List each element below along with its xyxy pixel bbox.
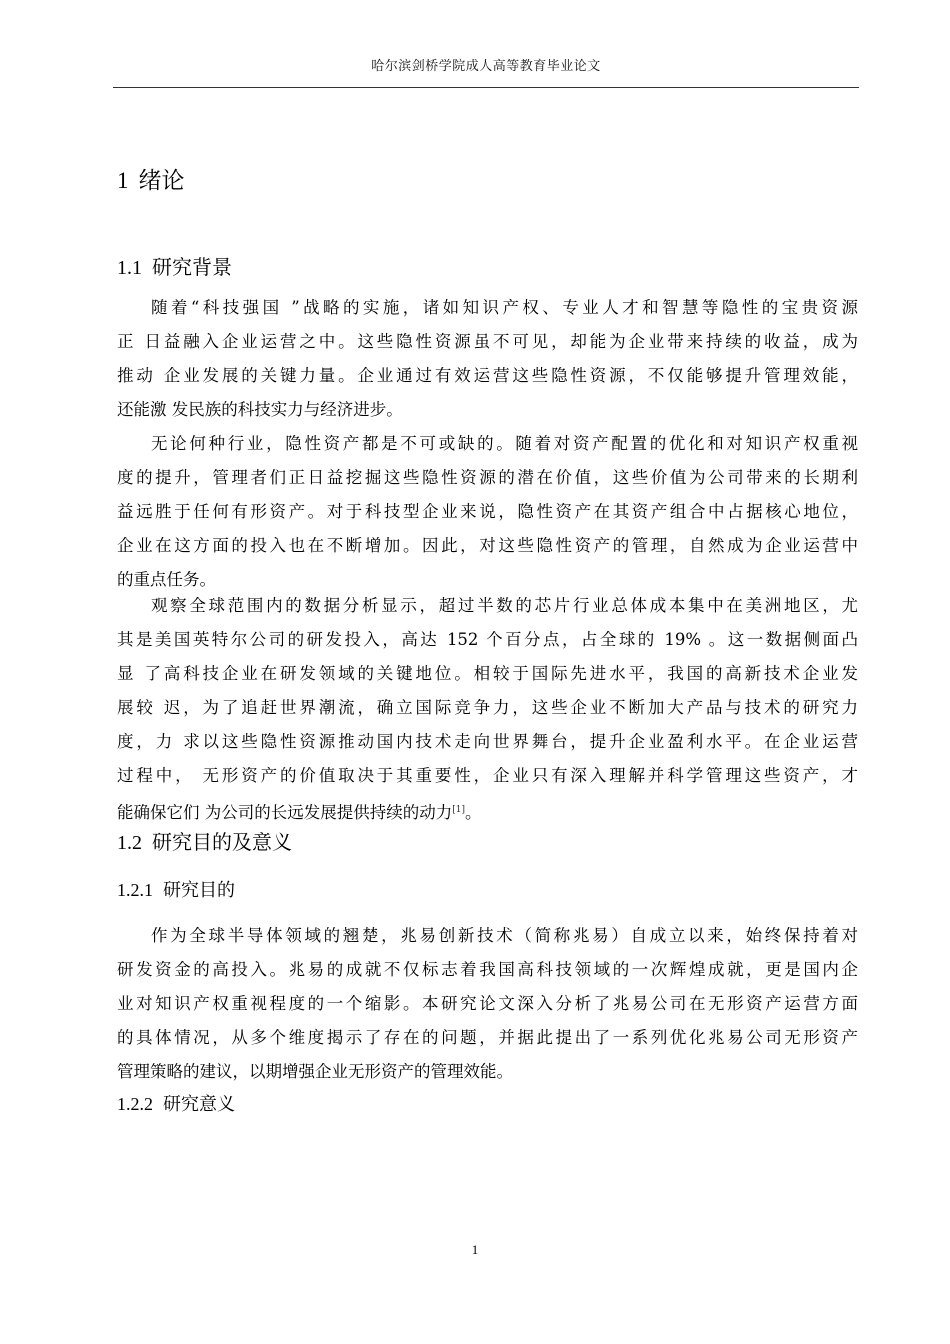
subsection-title: 研究意义 xyxy=(163,1094,235,1115)
purpose-paragraph xyxy=(117,919,858,1089)
subsection-title: 研究目的 xyxy=(163,880,235,901)
running-header: 哈尔滨剑桥学院成人高等教育毕业论文 xyxy=(371,59,601,74)
subsection-number: 1.2.2 xyxy=(117,1094,153,1114)
text-line: 推动 企业发展的关键力量。企业通过有效运营这些隐性资源，不仅能够提升管理效能， xyxy=(117,366,858,385)
section-heading-1-2 xyxy=(117,826,292,855)
section-heading-1-1 xyxy=(117,251,232,280)
header-rule xyxy=(113,87,859,88)
text-line: 的具体情况，从多个维度揭示了存在的问题，并据此提出了一系列优化兆易公司无形资产 xyxy=(117,1028,858,1047)
chapter-title: 绪论 xyxy=(138,168,185,194)
page-number: 1 xyxy=(471,1242,479,1257)
text-line: 还能激 发民族的科技实力与经济进步。 xyxy=(117,400,403,419)
text-line xyxy=(117,793,858,830)
background-paragraph-2 xyxy=(117,427,858,597)
subsection-heading-1-2-1 xyxy=(117,876,235,902)
text-line: 管理策略的建议，以期增强企业无形资产的管理效能。 xyxy=(117,1062,513,1081)
text-line: 作为全球半导体领域的翘楚，兆易创新技术（简称兆易）自成立以来，始终保持着对 xyxy=(151,926,858,945)
chapter-number: 1 xyxy=(117,168,129,193)
text-line: 显 了高科技企业在研发领域的关键地位。相较于国际先进水平，我国的高新技术企业发 xyxy=(117,664,858,683)
text-line: 无论何种行业，隐性资产都是不可或缺的。随着对资产配置的优化和对知识产权重视 xyxy=(151,434,858,453)
subsection-heading-1-2-2 xyxy=(117,1090,235,1116)
text-line: 企业在这方面的投入也在不断增加。因此，对这些隐性资产的管理，自然成为企业运营中 xyxy=(117,536,858,555)
subsection-number: 1.2.1 xyxy=(117,880,153,900)
text-line: 过程中， 无形资产的价值取决于其重要性，企业只有深入理解并科学管理这些资产，才 xyxy=(117,766,858,785)
section-number: 1.2 xyxy=(117,832,142,854)
text-line: 益远胜于任何有形资产。对于科技型企业来说，隐性资产在其资产组合中占据核心地位， xyxy=(117,502,858,521)
sentence-end: 。 xyxy=(465,803,482,822)
text-line: 随着“科技强国 ”战略的实施，诸如知识产权、专业人才和智慧等隐性的宝贵资源 xyxy=(151,298,858,317)
section-number: 1.1 xyxy=(117,257,142,279)
text-line: 的重点任务。 xyxy=(117,570,216,589)
text-line: 研发资金的高投入。兆易的成就不仅标志着我国高科技领域的一次辉煌成就，更是国内企 xyxy=(117,960,858,979)
chapter-heading xyxy=(117,162,185,195)
text-line: 度的提升，管理者们正日益挖掘这些隐性资源的潜在价值，这些价值为公司带来的长期利 xyxy=(117,468,858,487)
text-line: 其是美国英特尔公司的研发投入，高达 152 个百分点，占全球的 19% 。这一数据侧面凸 xyxy=(117,630,858,649)
text-line: 观察全球范围内的数据分析显示，超过半数的芯片行业总体成本集中在美洲地区，尤 xyxy=(151,596,858,615)
citation-reference[interactable]: [1] xyxy=(452,805,465,815)
background-paragraph-3 xyxy=(117,589,858,830)
background-paragraph-1 xyxy=(117,291,858,427)
section-title: 研究背景 xyxy=(152,255,232,279)
text-line: 正 日益融入企业运营之中。这些隐性资源虽不可见，却能为企业带来持续的收益，成为 xyxy=(117,332,858,351)
text-line: 度，力 求以这些隐性资源推动国内技术走向世界舞台，提升企业盈利水平。在企业运营 xyxy=(117,732,858,751)
text-line: 业对知识产权重视程度的一个缩影。本研究论文深入分析了兆易公司在无形资产运营方面 xyxy=(117,994,858,1013)
text-line-content: 能确保它们 为公司的长远发展提供持续的动力 xyxy=(117,803,453,822)
section-title: 研究目的及意义 xyxy=(152,830,292,854)
text-line: 展较 迟，为了追赶世界潮流，确立国际竞争力，这些企业不断加大产品与技术的研究力 xyxy=(117,698,858,717)
